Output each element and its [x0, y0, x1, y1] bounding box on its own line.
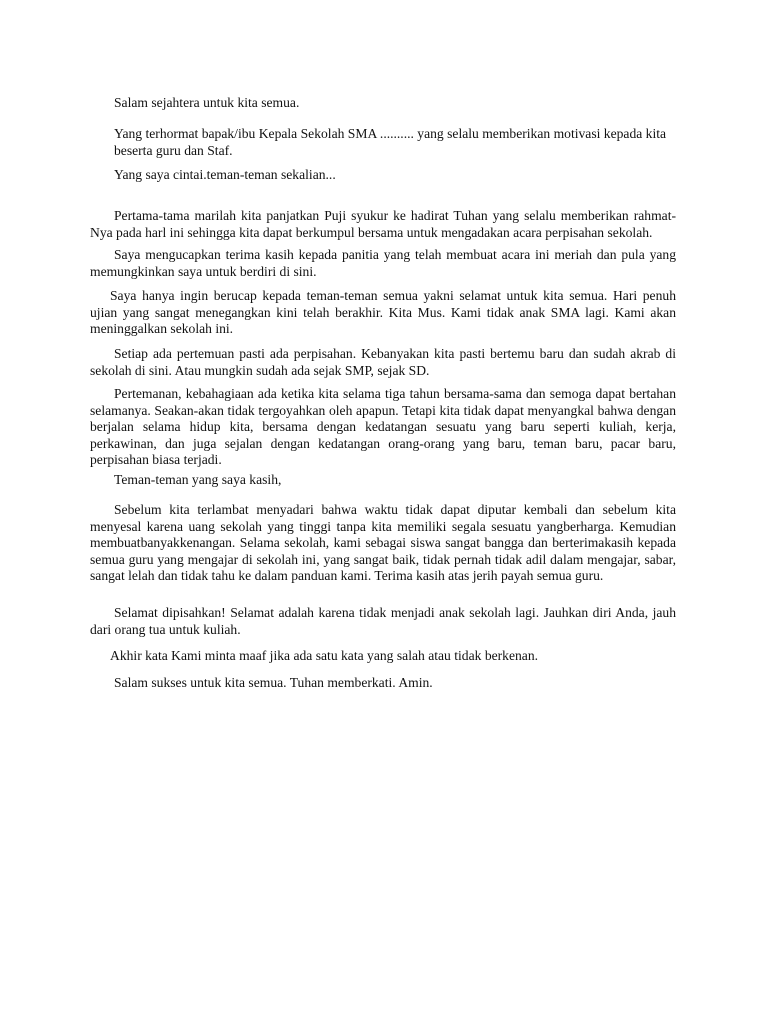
- paragraph-gratitude: Pertama-tama marilah kita panjatkan Puji syukur ke hadirat Tuhan yang selalu memberikan rahmat-Nya pada harl ini sehingga kita dapat berkumpul bersama untuk mengadakan acara perpisahan sekolah.: [90, 208, 676, 240]
- address-friends-line: Yang saya cintai.teman-teman sekalian...: [114, 167, 336, 182]
- paragraph-meeting-parting: Setiap ada pertemuan pasti ada perpisahan. Kebanyakan kita pasti bertemu baru dan sudah akrab di sekolah di sini. Atau mungkin sudah ada sejak SMP, sejak SD.: [90, 346, 676, 378]
- greeting-line: Salam sejahtera untuk kita semua.: [114, 95, 300, 110]
- paragraph-apology: Akhir kata Kami minta maaf jika ada satu kata yang salah atau tidak berkenan.: [110, 648, 539, 663]
- honorific-paragraph: Yang terhormat bapak/ibu Kepala Sekolah SMA .......... yang selalu memberikan motivasi kepada kita beserta guru dan Staf.: [114, 126, 667, 158]
- closing-line: Salam sukses untuk kita semua. Tuhan memberkati. Amin.: [114, 675, 433, 690]
- paragraph-congratulations: Saya hanya ingin berucap kepada teman-teman semua yakni selamat untuk kita semua. Hari penuh ujian yang sangat menegangkan kini telah berakhir. Kita Mus. Kami tidak anak SMA lagi. Kami akan meninggalkan sekolah ini.: [90, 288, 676, 337]
- paragraph-farewell: Selamat dipisahkan! Selamat adalah karena tidak menjadi anak sekolah lagi. Jauhkan diri Anda, jauh dari orang tua untuk kuliah.: [90, 605, 676, 637]
- paragraph-thanks-committee: Saya mengucapkan terima kasih kepada panitia yang telah membuat acara ini meriah dan pula yang memungkinkan saya untuk berdiri di sini.: [90, 247, 676, 279]
- paragraph-before-too-late: Sebelum kita terlambat menyadari bahwa waktu tidak dapat diputar kembali dan sebelum kita menyesal karena uang sekolah yang tinggi tanpa kita memiliki segala sesuatu yangberharga. Kemudian membuatbanyakkenangan. Selama sekolah, kami sebagai siswa sangat bangga dan berterimakasih kepada semua guru yang mengajar di sekolah ini, yang sangat baik, tidak pernah tidak adil dalam mengajar, sabar, sangat lelah dan tidak tahu ke dalam panduan kami. Terima kasih atas jerih payah semua guru.: [90, 502, 676, 584]
- address-dear-friends-line: Teman-teman yang saya kasih,: [114, 472, 282, 487]
- paragraph-friendship: Pertemanan, kebahagiaan ada ketika kita selama tiga tahun bersama-sama dan semoga dapat bertahan selamanya. Seakan-akan tidak tergoyahkan oleh apapun. Tetapi kita tidak dapat menyangkal bahwa dengan berjalan selama hidup kita, bersama dengan kedatangan sesuatu yang baru seperti kuliah, kerja, perkawinan, dan juga sejalan dengan kedatangan orang-orang yang baru, teman baru, pacar baru, perpisahan biasa terjadi.: [90, 386, 676, 468]
